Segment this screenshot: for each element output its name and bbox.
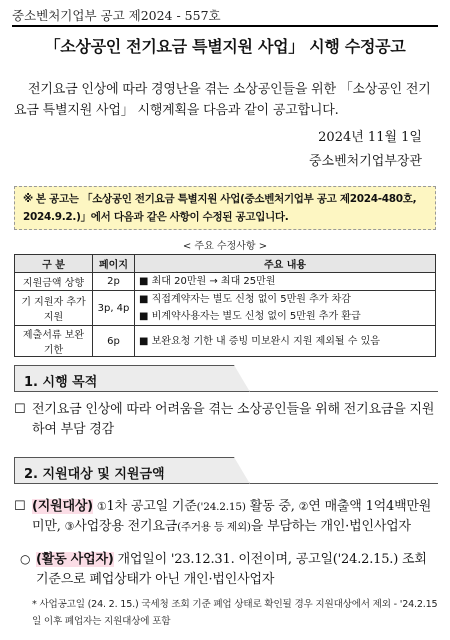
eligibility-text — [32, 497, 438, 537]
table-row — [15, 273, 436, 291]
circled-one-icon: ① — [96, 500, 107, 513]
circled-two-icon: ② — [298, 500, 309, 513]
section-divider — [250, 483, 438, 484]
table-row — [15, 291, 436, 326]
intro-paragraph: 전기요금 인상에 따라 경영난을 겪는 소상공인들을 위한 「소상공인 전기요금 특별지원 사업」 시행계획을 다음과 같이 공고합니다. — [14, 82, 431, 118]
issuer-name: 중소벤처기업부장관 — [308, 154, 422, 169]
revision-notice-text: 본 공고는 「소상공인 전기요금 특별지원 사업(중소벤처기업부 공고 제2024-480호, 2024.9.2.)」에서 다음과 같은 사항이 수정된 공고입니다. — [23, 193, 417, 223]
criterion-1: 1차 공고일 기준 — [106, 499, 197, 514]
row-page: 6p — [93, 326, 135, 357]
table-header-row — [15, 255, 436, 273]
checkbox-square-icon: ☐ — [14, 499, 26, 514]
detail-line: ■ 최대 20만원 → 최대 25만원 — [139, 276, 276, 287]
row-details — [135, 273, 436, 291]
notice-number: 중소벤처기업부 공고 제2024 - 557호 — [12, 8, 221, 23]
page-title: 「소상공인 전기요금 특별지원 사업」 시행 수정공고 — [44, 37, 406, 56]
table-row — [15, 326, 436, 357]
detail-line: ■ 직접계약자는 별도 신청 없이 5만원 추가 차감 — [139, 294, 351, 305]
criterion-1-tail: 활동 중, — [245, 499, 299, 514]
criterion-1-date: ('24.2.15) — [196, 501, 246, 513]
checkbox-square-icon: ☐ — [14, 402, 26, 417]
revision-notice-box — [14, 186, 436, 230]
detail-line: ■ 보완요청 기한 내 증빙 미보완시 지원 제외될 수 있음 — [139, 335, 380, 347]
row-page: 2p — [93, 273, 135, 291]
row-details — [135, 291, 436, 326]
header-page: 페이지 — [93, 255, 135, 273]
section-divider — [250, 391, 438, 392]
header-details: 주요 내용 — [135, 255, 436, 273]
active-business-text — [36, 550, 438, 590]
active-business-label: (활동 사업자) — [36, 552, 114, 567]
reference-mark-icon: ※ — [23, 193, 33, 205]
detail-line: ■ 비계약사용자는 별도 신청 없이 5만원 추가 환급 — [139, 311, 361, 322]
header-category: 구 분 — [15, 255, 93, 273]
circled-three-icon: ③ — [64, 520, 75, 533]
notice-date: 2024년 11월 1일 — [318, 130, 422, 145]
criterion-3-note: (주거용 등 제외) — [177, 521, 251, 533]
section-heading-purpose: 1. 시행 목적 — [14, 365, 250, 392]
row-category: 제출서류 보완기한 — [15, 326, 93, 357]
criterion-3: 사업장용 전기요금 — [74, 519, 178, 534]
criterion-2: 연 매출액 1억4백만원 미만, — [32, 499, 432, 534]
criterion-3-tail: 을 부담하는 개인·법인사업자 — [250, 519, 411, 534]
footnote: * 사업공고일 (24. 2. 15.) 국세청 조회 기준 폐업 상태로 확인될 경우 지원대상에서 제외 - '24.2.15일 이후 폐업자는 지원대상에 포함 — [32, 599, 438, 627]
row-category: 지원금액 상향 — [15, 273, 93, 291]
row-details — [135, 326, 436, 357]
table-caption: < 주요 수정사항 > — [182, 241, 268, 252]
circle-bullet-icon: ○ — [20, 552, 31, 566]
row-category: 기 지원자 추가지원 — [15, 291, 93, 326]
title-divider — [12, 25, 438, 27]
active-business-desc: 개업일이 '23.12.31. 이전이며, 공고일('24.2.15.) 조회 기준으로 폐업상태가 아닌 개인·법인사업자 — [36, 552, 427, 587]
changes-table — [14, 254, 436, 357]
purpose-text: 전기요금 인상에 따라 어려움을 겪는 소상공인들을 위해 전기요금을 지원하여 부담 경감 — [32, 402, 435, 437]
eligibility-label: (지원대상) — [32, 499, 93, 514]
section-heading-eligibility: 2. 지원대상 및 지원금액 — [14, 457, 250, 484]
row-page: 3p, 4p — [93, 291, 135, 326]
